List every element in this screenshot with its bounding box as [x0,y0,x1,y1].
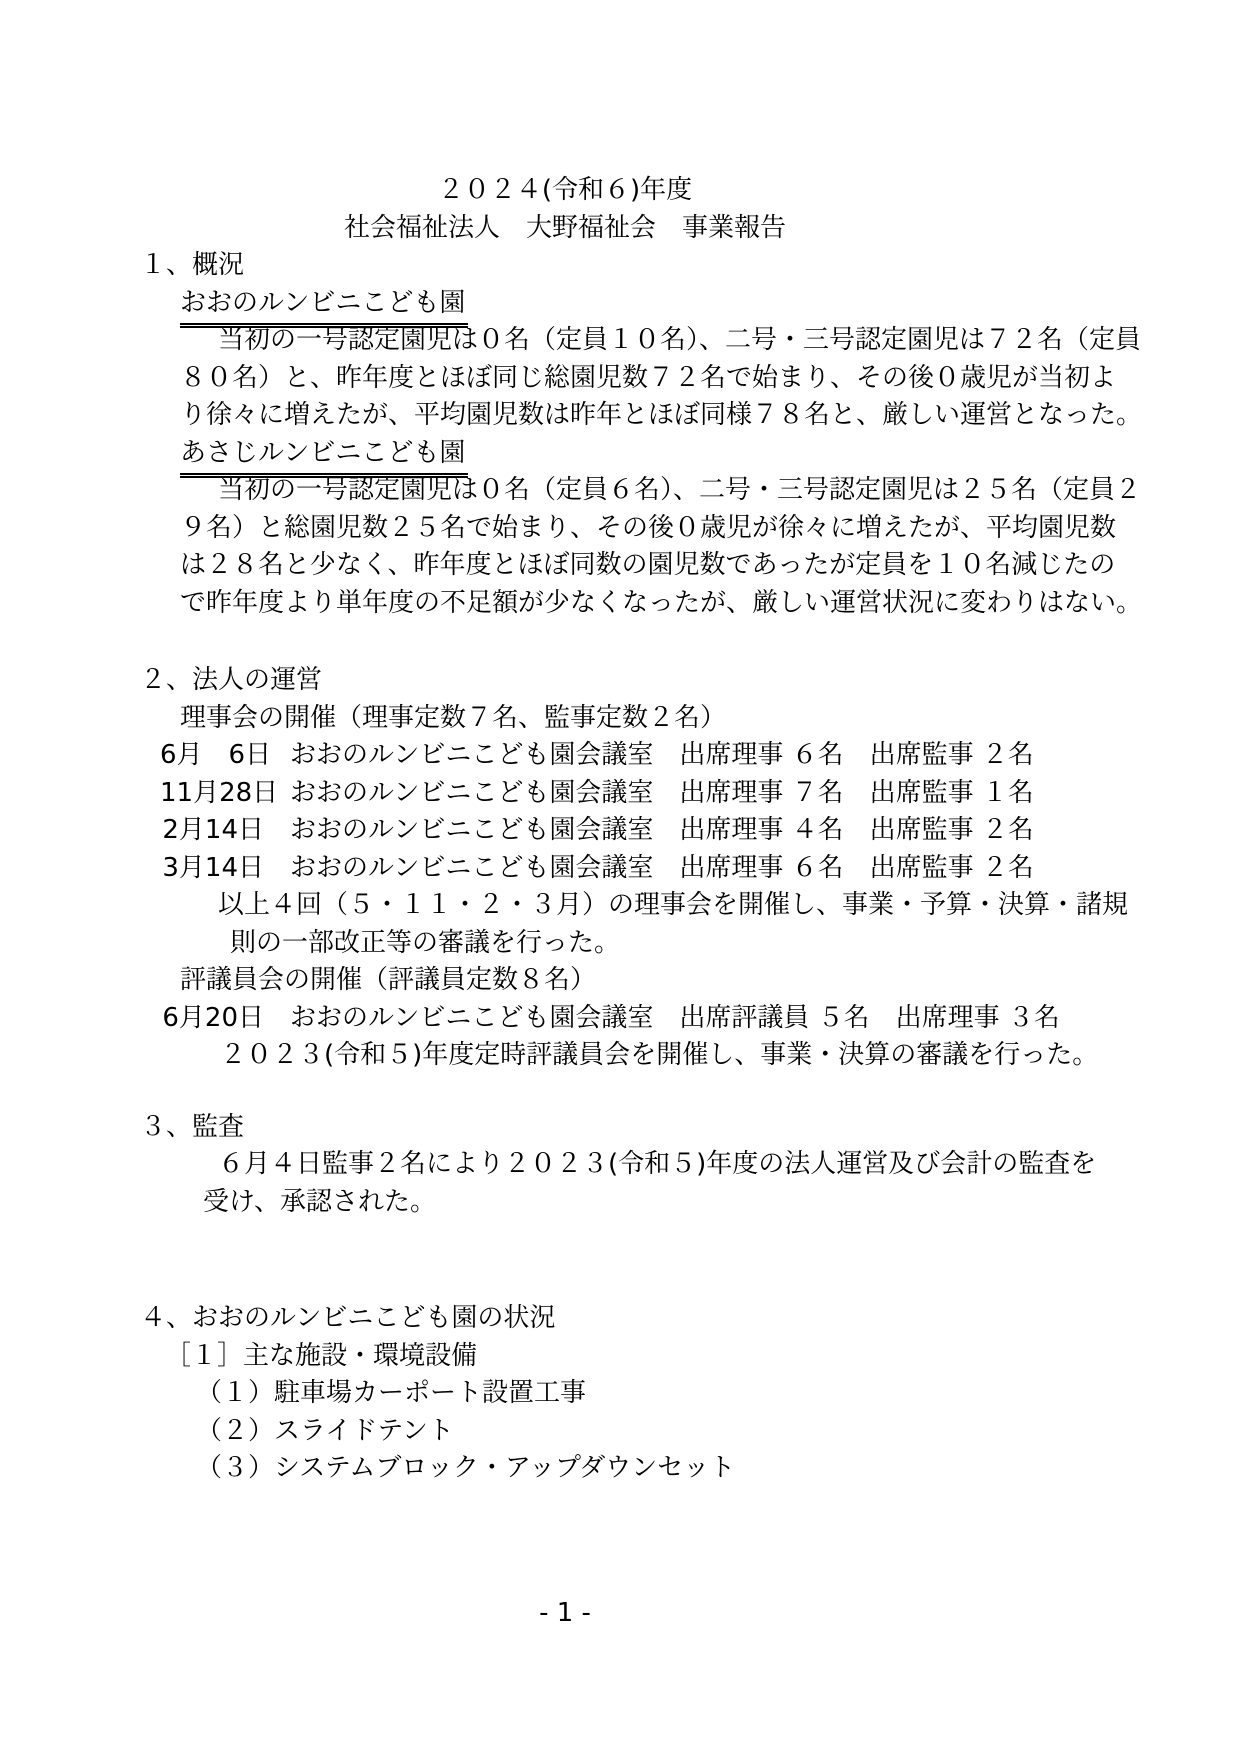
document-title-year: ２０２４(令和６)年度 [437,175,693,205]
status-subheading: ［１］主な施設・環境設備 [165,1340,478,1371]
board-subheading: 理事会の開催（理事定数７名、監事定数２名） [180,702,727,733]
meeting-attendance: 出席理事 ６名 出席監事 ２名 [679,852,1034,883]
facility-name-row [180,285,1110,323]
meeting-date: 2月14日 [162,815,264,845]
paragraph-line: 当初の一号認定園児は０名（定員１０名）、二号・三号認定園児は７２名（定員 [218,325,1142,355]
page-number: - 1 - [539,1597,591,1628]
board-meeting-row [160,850,1110,888]
paragraph-line: 当初の一号認定園児は０名（定員６名）、二号・三号認定園児は２５名（定員２ [218,475,1142,505]
board-summary-line: 則の一部改正等の審議を行った。 [230,927,621,958]
meeting-venue: おおのルンビニこども園会議室 [290,777,654,808]
section-management [140,662,1129,1075]
meeting-attendance: 出席理事 ６名 出席監事 ２名 [679,740,1034,770]
meeting-venue: おおのルンビニこども園会議室 [290,815,654,845]
section-overview [140,247,1143,622]
council-summary-line: ２０２３(令和５)年度定時評議員会を開催し、事業・決算の審議を行った。 [220,1040,1099,1070]
section-audit [140,1109,1110,1222]
meeting-attendance: 出席理事 ７名 出席監事 １名 [679,777,1034,808]
meeting-venue: おおのルンビニこども園会議室 [290,1002,654,1033]
paragraph-line: ９名）と総園児数２５名で始まり、その後０歳児が徐々に増えたが、平均園児数 [180,512,1117,543]
meeting-date: 6月 6日 [160,740,272,770]
status-item: （３）システムブロック・アップダウンセット [196,1453,736,1483]
board-meeting-row [160,775,1110,813]
meeting-date: 6月20日 [162,1002,264,1033]
meeting-attendance: 出席理事 ４名 出席監事 ２名 [679,815,1034,845]
management-heading: ２、法人の運営 [140,665,323,695]
status-item: （１）駐車場カーポート設置工事 [196,1378,587,1408]
facility-name-underlined: おおのルンビニこども園 [180,285,468,329]
meeting-attendance: 出席評議員 ５名 出席理事 ３名 [679,1002,1060,1033]
meeting-date: 11月28日 [160,777,279,808]
council-subheading: 評議員会の開催（評議員定数８名） [180,965,597,995]
facility-oono [140,285,1143,435]
board-meeting-row [160,737,1110,775]
facility-name-underlined: あさじルンビニこども園 [180,435,468,479]
facility-asaji [140,435,1143,623]
audit-line: ６月４日監事２名により２０２３(令和５)年度の法人運営及び会計の監査を [218,1149,1097,1179]
status-heading: ４、おおのルンビニこども園の状況 [140,1303,556,1333]
board-summary-line: 以上４回（５・１１・２・３月）の理事会を開催し、事業・予算・決算・諸規 [218,890,1129,920]
section-oono-status [140,1300,1110,1488]
status-item: （２）スライドテント [196,1415,454,1446]
meeting-date: 3月14日 [162,852,264,883]
paragraph-line: ８０名）と、昨年度とほぼ同じ総園児数７２名で始まり、その後０歳児が当初よ [180,362,1117,393]
council-meeting-row [160,1000,1110,1038]
meeting-venue: おおのルンビニこども園会議室 [290,740,654,770]
meeting-venue: おおのルンビニこども園会議室 [290,852,654,883]
facility-name-row [180,435,1110,473]
paragraph-line: で昨年度より単年度の不足額が少なくなったが、厳しい運営状況に変わりはない。 [180,587,1143,618]
audit-line: 受け、承認された。 [203,1186,436,1217]
document-title-main: 社会福祉法人 大野福祉会 事業報告 [343,212,786,243]
overview-heading: １、概況 [140,250,245,280]
audit-heading: ３、監査 [140,1111,245,1142]
board-meeting-row [160,812,1110,850]
paragraph-line: り徐々に増えたが、平均園児数は昨年とほぼ同様７８名と、厳しい運営となった。 [180,400,1143,430]
paragraph-line: は２８名と少なく、昨年度とほぼ同数の園児数であったが定員を１０名減じたの [180,550,1116,580]
